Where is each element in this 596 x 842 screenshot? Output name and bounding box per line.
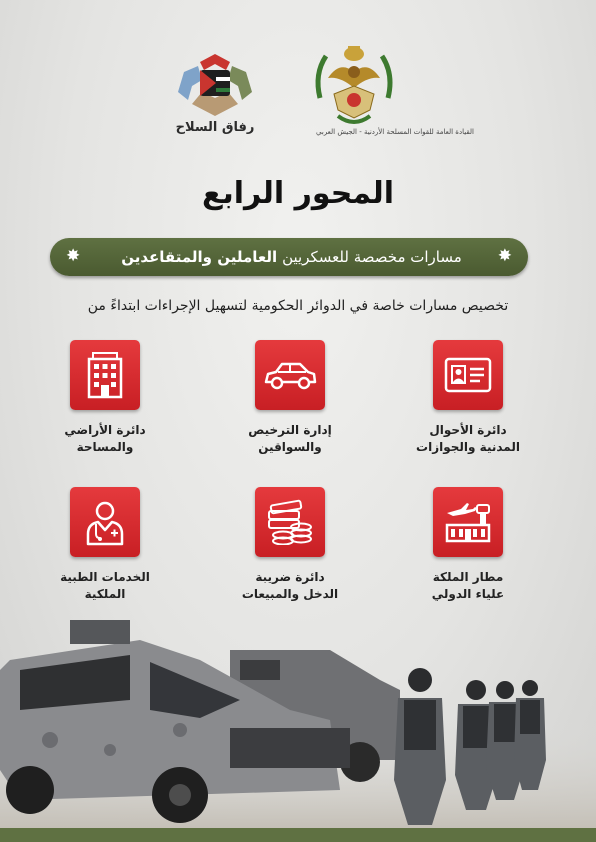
service-label-line1: إدارة الترخيص [248,423,332,437]
service-label-line2: المدنية والجوازات [416,440,520,454]
footer-olive-bar [0,828,596,842]
olive-banner [50,238,528,276]
service-label-line1: الخدمات الطبية [60,570,150,584]
service-lands [20,340,190,456]
service-airport [383,487,553,603]
intro-text: تخصيص مسارات خاصة في الدوائر الحكومية لتسهيل الإجراءات ابتداءً من [87,298,509,314]
id-card-icon [433,340,503,410]
service-label-line2: الدخل والمبيعات [241,587,339,601]
money-stack-icon [255,487,325,557]
page-title: المحور الرابع [201,176,395,211]
building-icon [70,340,140,410]
service-label-line2: الملكية [84,587,126,601]
service-licensing [205,340,375,456]
eagle-crest-icon [308,38,400,130]
star-icon: ✸ [66,246,81,266]
rifaq-mark-icon [170,48,260,120]
banner-text-bold: العاملين والمتقاعدين [121,248,278,266]
rifaq-logo-text: رفاق السلاح [175,120,255,135]
car-icon [255,340,325,410]
service-label-line2: علياء الدولي [431,587,505,601]
service-label-line2: والسواقين [258,440,322,454]
service-label-line1: دائرة ضريبة [255,570,325,584]
service-label-line1: دائرة الأحوال [429,423,507,437]
service-label-line1: دائرة الأراضي [64,423,146,437]
service-label-line1: مطار الملكة [432,570,504,584]
airport-icon [433,487,503,557]
doctor-icon [70,487,140,557]
military-vehicles-illustration [0,600,596,830]
service-civil-status [383,340,553,456]
service-medical [20,487,190,603]
armed-forces-emblem [308,38,400,130]
service-income-tax [205,487,375,603]
star-icon: ✸ [497,246,512,266]
rifaq-logo [170,48,260,146]
service-label-line2: والمساحة [76,440,134,454]
emblem-caption: القيادة العامة للقوات المسلحة الأردنية - الجيش العربي [316,128,474,136]
banner-text-regular: مسارات مخصصة للعسكريين [282,248,462,266]
